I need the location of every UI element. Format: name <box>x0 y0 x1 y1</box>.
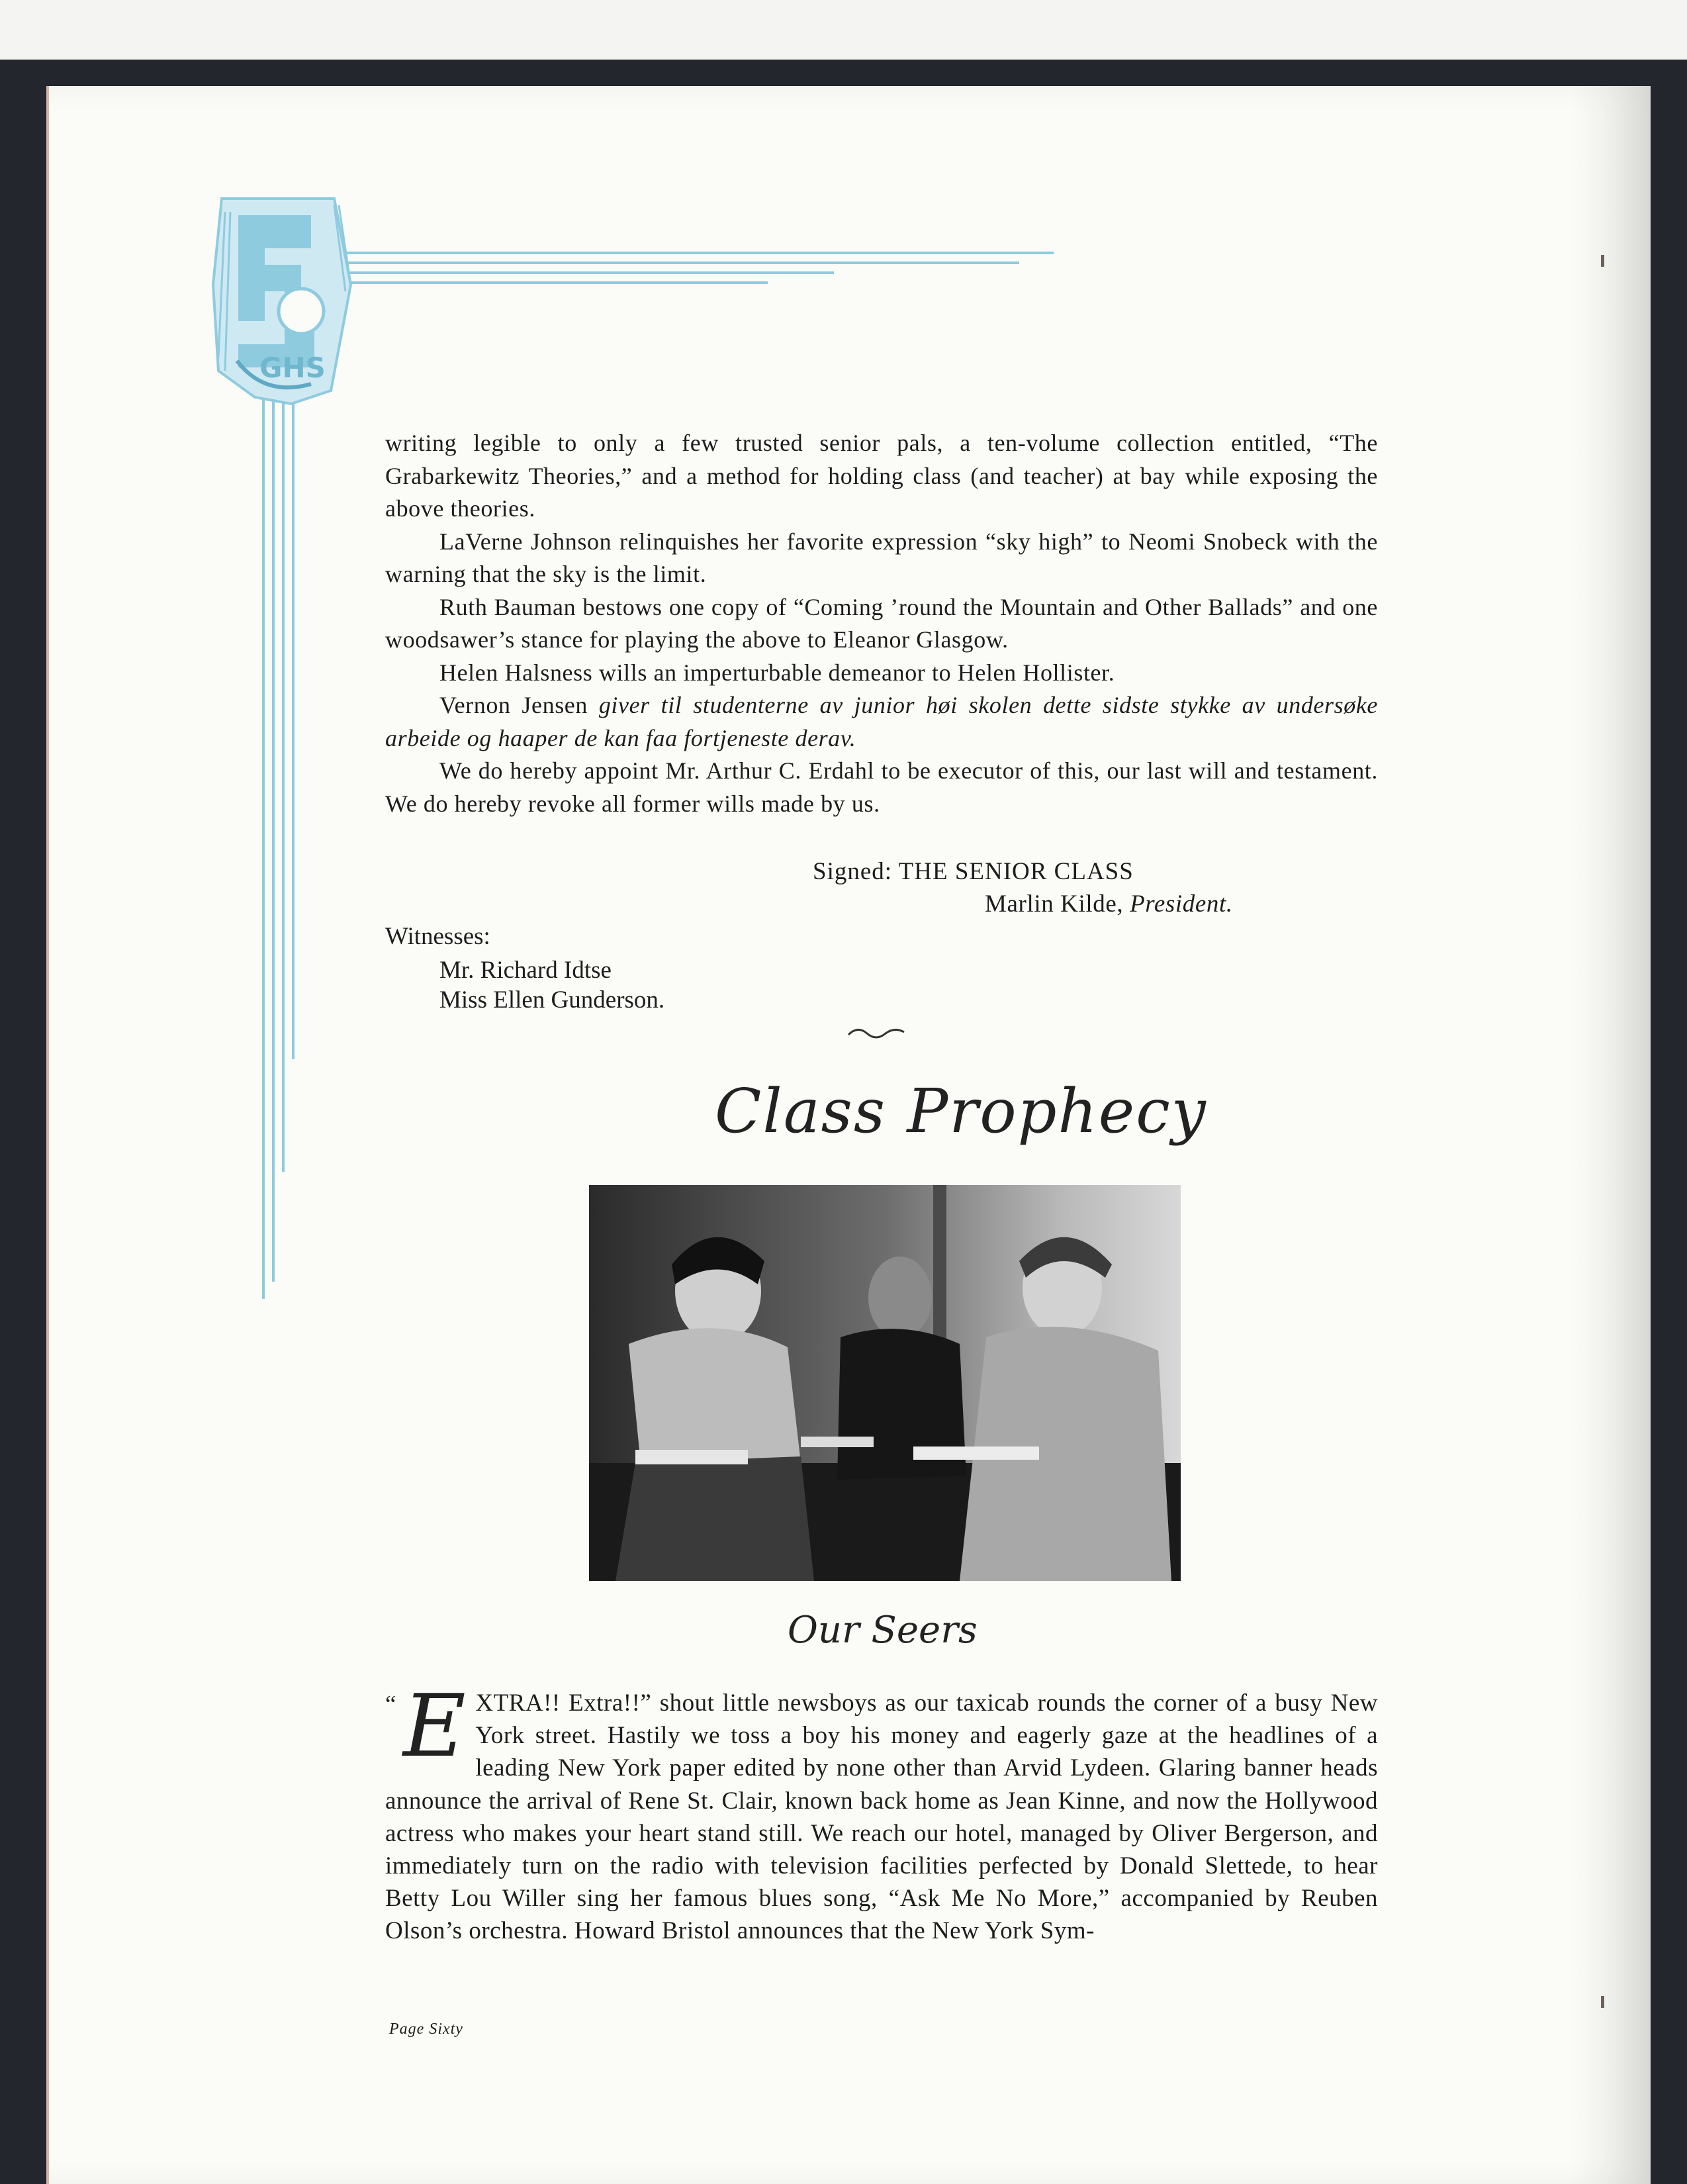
three-students-writing-image <box>589 1185 1181 1581</box>
jensen-prefix: Vernon Jensen <box>439 692 599 718</box>
class-prophecy-text <box>385 1676 1378 1948</box>
will-paragraph: LaVerne Johnson relinquishes her favorite expression “sky high” to Neomi Snobeck with the warning that the sky is the limit. <box>385 528 1378 587</box>
witnesses-label: Witnesses: <box>385 923 490 950</box>
norwegian-bequest: giver til studenterne av junior høi skolen dette sidste stykke av undersøke arbeide og haaper de kan faa fortjeneste derav. <box>385 692 1379 751</box>
prophecy-paragraph: XTRA!! Extra!!” shout little newsboys as our taxicab rounds the corner of a busy New York street. Hastily we toss a boy his money and eagerly gaze at the headlines of a leading New York paper edited by none other than Arvid Lydeen. Glaring banner heads announce the arrival of Rene St. Clair, known back home as Jean Kinne, and now the Hollywood actress who makes your heart stand still. We reach our hotel, managed by Oliver Bergerson, and immediately turn on the radio with television facilities perfected by Donald Slettede, to hear Betty Lou Willer sing her famous blues song, “Ask Me No More,” accompanied by Reuben Olson’s orchestra. Howard Bristol announces that the New York Sym- <box>385 1689 1378 1945</box>
photo-caption: Our Seers <box>788 1609 978 1652</box>
signer-title: President. <box>1130 890 1233 918</box>
section-heading: Class Prophecy <box>715 1076 1207 1147</box>
will-paragraph: writing legible to only a few trusted senior pals, a ten-volume collection entitled, “The Grabarkewitz Theories,” and a method for holding class (and teacher) at bay while exposing the above theories. <box>385 430 1378 522</box>
opening-quote: “ <box>385 1691 396 1718</box>
signer-name: Marlin Kilde, <box>985 890 1130 918</box>
flourish-divider-icon <box>846 1023 907 1043</box>
page-number: Page Sixty <box>389 2020 463 2038</box>
signer <box>985 890 1233 918</box>
will-paragraph: Ruth Bauman bestows one copy of “Coming ’round the Mountain and Other Ballads” and one woodsawer’s stance for playing the above to Eleanor Glasgow. <box>385 593 1378 653</box>
will-paragraph: Helen Halsness wills an imperturbable demeanor to Helen Hollister. <box>439 659 1115 686</box>
senior-class-will-text <box>385 427 1378 820</box>
drop-cap: E <box>402 1676 467 1776</box>
emblem-letters: GHS <box>259 352 326 384</box>
class-prophecy-photo <box>589 1185 1181 1581</box>
witness-name: Miss Ellen Gunderson. <box>439 986 665 1014</box>
executor-paragraph: We do hereby appoint Mr. Arthur C. Erdahl to be executor of this, our last will and testament. We do hereby revoke all former wills made by us. <box>385 757 1378 817</box>
will-paragraph-norwegian <box>385 689 1378 755</box>
witness-name: Mr. Richard Idtse <box>439 957 612 984</box>
signed-line: Signed: THE SENIOR CLASS <box>813 858 1134 885</box>
